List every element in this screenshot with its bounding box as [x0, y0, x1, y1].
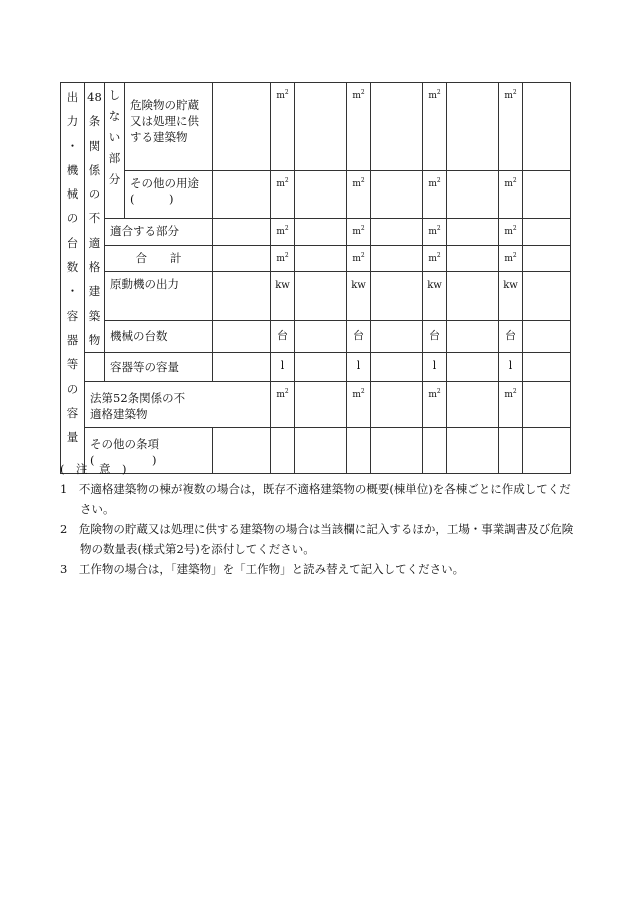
note-item: 1 不適格建築物の棟が複数の場合は，既存不適格建築物の概要(棟単位)を各棟ごとに作成してください。 — [60, 482, 571, 516]
unit-cell: $m^2$ — [271, 245, 295, 272]
row-label-gokei: 合 計 — [105, 245, 213, 272]
cell-blank[interactable] — [371, 171, 423, 219]
nonconforming-table — [60, 82, 571, 474]
cell-blank[interactable] — [447, 83, 499, 171]
unit-cell: kw — [423, 272, 447, 321]
cell-blank[interactable] — [371, 382, 423, 428]
unit-cell: $m^2$ — [271, 83, 295, 171]
unit-cell: $m^2$ — [499, 245, 523, 272]
cell-blank[interactable] — [295, 353, 347, 382]
cell-blank[interactable] — [213, 83, 271, 171]
cell-blank[interactable] — [371, 353, 423, 382]
cell-blank[interactable] — [523, 171, 571, 219]
cell-blank[interactable] — [523, 272, 571, 321]
unit-cell: $m^2$ — [347, 171, 371, 219]
unit-cell: $m^2$ — [271, 382, 295, 428]
cell-blank[interactable] — [447, 245, 499, 272]
note-item: 2 危険物の貯蔵又は処理に供する建築物の場合は当該欄に記入するほか，工場・事業調書及び危険物の数量表(様式第2号)を添付してください。 — [60, 522, 574, 556]
cell-blank[interactable] — [213, 272, 271, 321]
unit-cell: $m^2$ — [423, 171, 447, 219]
art48-filler — [85, 353, 105, 382]
note-item: 3 工作物の場合は，「建築物」を「工作物」と読み替えて記入してください。 — [60, 562, 465, 576]
cell-blank[interactable] — [371, 83, 423, 171]
cell-blank[interactable] — [371, 272, 423, 321]
unit-cell: $m^2$ — [499, 219, 523, 246]
unit-cell: $m^2$ — [423, 83, 447, 171]
cell-blank[interactable] — [447, 382, 499, 428]
unit-cell: $m^2$ — [347, 83, 371, 171]
shinai-label-column: し な い 部 分 — [105, 83, 125, 219]
cell-blank[interactable] — [447, 321, 499, 353]
cell-blank[interactable] — [295, 321, 347, 353]
unit-cell: $m^2$ — [271, 219, 295, 246]
cell-blank[interactable] — [447, 171, 499, 219]
cell-blank[interactable] — [213, 219, 271, 246]
cell-blank[interactable] — [523, 219, 571, 246]
unit-cell: 台 — [271, 321, 295, 353]
cell-blank[interactable] — [523, 245, 571, 272]
unit-cell: 台 — [347, 321, 371, 353]
unit-cell: $m^2$ — [347, 219, 371, 246]
unit-cell: $m^2$ — [423, 245, 447, 272]
notes-section — [60, 459, 580, 579]
unit-cell: $m^2$ — [499, 382, 523, 428]
cell-blank[interactable] — [213, 321, 271, 353]
row-label-gendoki: 原動機の出力 — [105, 272, 213, 321]
notes-heading: ( 注 意 ) — [60, 462, 127, 476]
row-label-kikai: 機械の台数 — [105, 321, 213, 353]
unit-cell: $m^2$ — [271, 171, 295, 219]
unit-cell: l — [271, 353, 295, 382]
side-label-column: 出 力 ・ 機 械 の 台 数 ・ 容 器 等 の 容 量 — [61, 83, 85, 474]
cell-blank[interactable] — [295, 245, 347, 272]
row-label-art52: 法第52条関係の不適格建築物 — [85, 382, 271, 428]
row-label-sonota-joko: その他の条項 ( ) — [85, 428, 213, 474]
cell-blank[interactable] — [523, 83, 571, 171]
unit-cell: l — [423, 353, 447, 382]
unit-cell: $m^2$ — [347, 382, 371, 428]
cell-blank[interactable] — [213, 353, 271, 382]
row-label-yoki: 容器等の容量 — [105, 353, 213, 382]
cell-blank[interactable] — [295, 171, 347, 219]
unit-cell: $m^2$ — [423, 219, 447, 246]
row-label-sonota-yoto: その他の用途 ( ) — [125, 171, 213, 219]
row-label-kikenbutsu: 危険物の貯蔵又は処理に供する建築物 — [125, 83, 213, 171]
cell-blank[interactable] — [523, 382, 571, 428]
cell-blank[interactable] — [295, 83, 347, 171]
cell-blank[interactable] — [213, 171, 271, 219]
unit-cell: l — [499, 353, 523, 382]
cell-blank[interactable] — [295, 382, 347, 428]
unit-cell: 台 — [423, 321, 447, 353]
cell-blank[interactable] — [447, 272, 499, 321]
cell-blank[interactable] — [371, 321, 423, 353]
unit-cell: $m^2$ — [499, 83, 523, 171]
unit-cell: $m^2$ — [347, 245, 371, 272]
cell-blank[interactable] — [295, 272, 347, 321]
art48-label-column: 48 条 関 係 の 不 適 格 建 築 物 — [85, 83, 105, 353]
cell-blank[interactable] — [371, 219, 423, 246]
unit-cell: kw — [347, 272, 371, 321]
unit-cell: kw — [499, 272, 523, 321]
cell-blank[interactable] — [295, 219, 347, 246]
unit-cell: 台 — [499, 321, 523, 353]
row-label-tekigo: 適合する部分 — [105, 219, 213, 246]
cell-blank[interactable] — [447, 353, 499, 382]
cell-blank[interactable] — [371, 245, 423, 272]
unit-cell: l — [347, 353, 371, 382]
unit-cell: $m^2$ — [423, 382, 447, 428]
cell-blank[interactable] — [447, 219, 499, 246]
cell-blank[interactable] — [523, 353, 571, 382]
unit-cell: $m^2$ — [499, 171, 523, 219]
cell-blank[interactable] — [213, 245, 271, 272]
cell-blank[interactable] — [523, 321, 571, 353]
unit-cell: kw — [271, 272, 295, 321]
